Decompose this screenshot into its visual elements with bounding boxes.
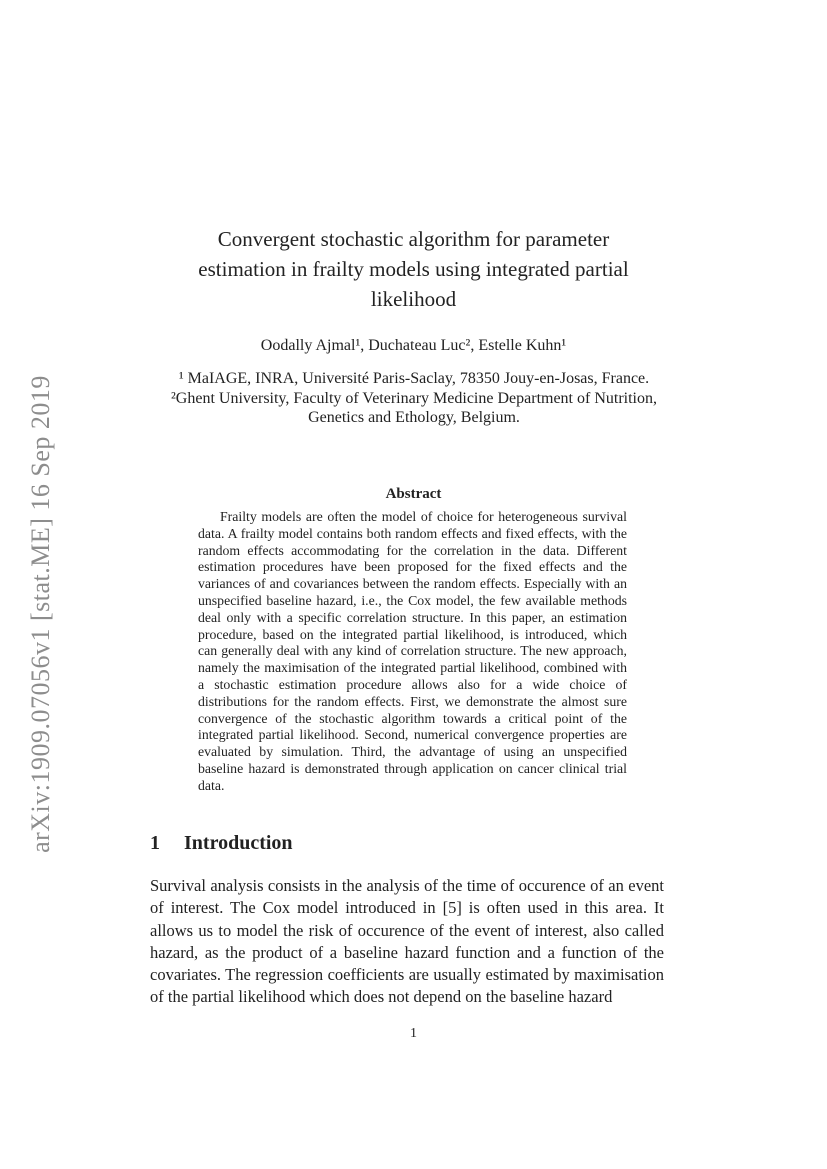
page-number: 1	[410, 1026, 417, 1041]
introduction-paragraph: Survival analysis consists in the analysis of the time of occurence of an event of interest. The Cox model introduced in [5] is often used in this area. It allows us to model the risk of occurence of the event of interest, also called hazard, as the product of a baseline hazard function and a function of the covariates. The regression coefficients are usually estimated by maximisation of the partial likelihood which does not depend on the baseline hazard	[150, 876, 664, 1007]
affiliation-2: ²Ghent University, Faculty of Veterinary Medicine Department of Nutrition, Genetics and Ethology, Belgium.	[170, 389, 657, 426]
title-line-1: Convergent stochastic algorithm for parameter	[217, 227, 610, 251]
abstract-heading: Abstract	[385, 486, 442, 502]
section-title: Introduction	[184, 832, 293, 854]
title-line-2: estimation in frailty models using integrated partial	[198, 257, 629, 281]
section-number: 1	[150, 832, 160, 854]
abstract-text: Frailty models are often the model of choice for heterogeneous survival data. A frailty model contains both random effects and fixed effects, with the random effects accommodating for the correlation in the data. Different estimation procedures have been proposed for the fixed effects and the variances of and covariances between the random effects. Especially with an unspecified baseline hazard, i.e., the Cox model, the few available methods deal only with a specific correlation structure. In this paper, an estimation procedure, based on the integrated partial likelihood, is introduced, which can generally deal with any kind of correlation structure. The new approach, namely the maximisation of the integrated partial likelihood, combined with a stochastic estimation procedure allows also for a wide choice of distributions for the random effects. First, we demonstrate the almost sure convergence of the stochastic algorithm towards a critical point of the integrated partial likelihood. Second, numerical convergence properties are evaluated by simulation. Third, the advantage of using an unspecified baseline hazard is demonstrated through application on cancer clinical trial data.	[198, 509, 627, 793]
affiliation-1: ¹ MaIAGE, INRA, Université Paris-Saclay, 78350 Jouy-en-Josas, France.	[178, 370, 650, 387]
section-heading-introduction	[150, 832, 293, 855]
paper-title	[0, 224, 827, 314]
authors-line: Oodally Ajmal¹, Duchateau Luc², Estelle Kuhn¹	[260, 337, 567, 354]
affiliations-block	[158, 369, 670, 428]
arxiv-watermark: arXiv:1909.07056v1 [stat.ME] 16 Sep 2019	[26, 375, 55, 853]
title-line-3: likelihood	[370, 287, 457, 311]
